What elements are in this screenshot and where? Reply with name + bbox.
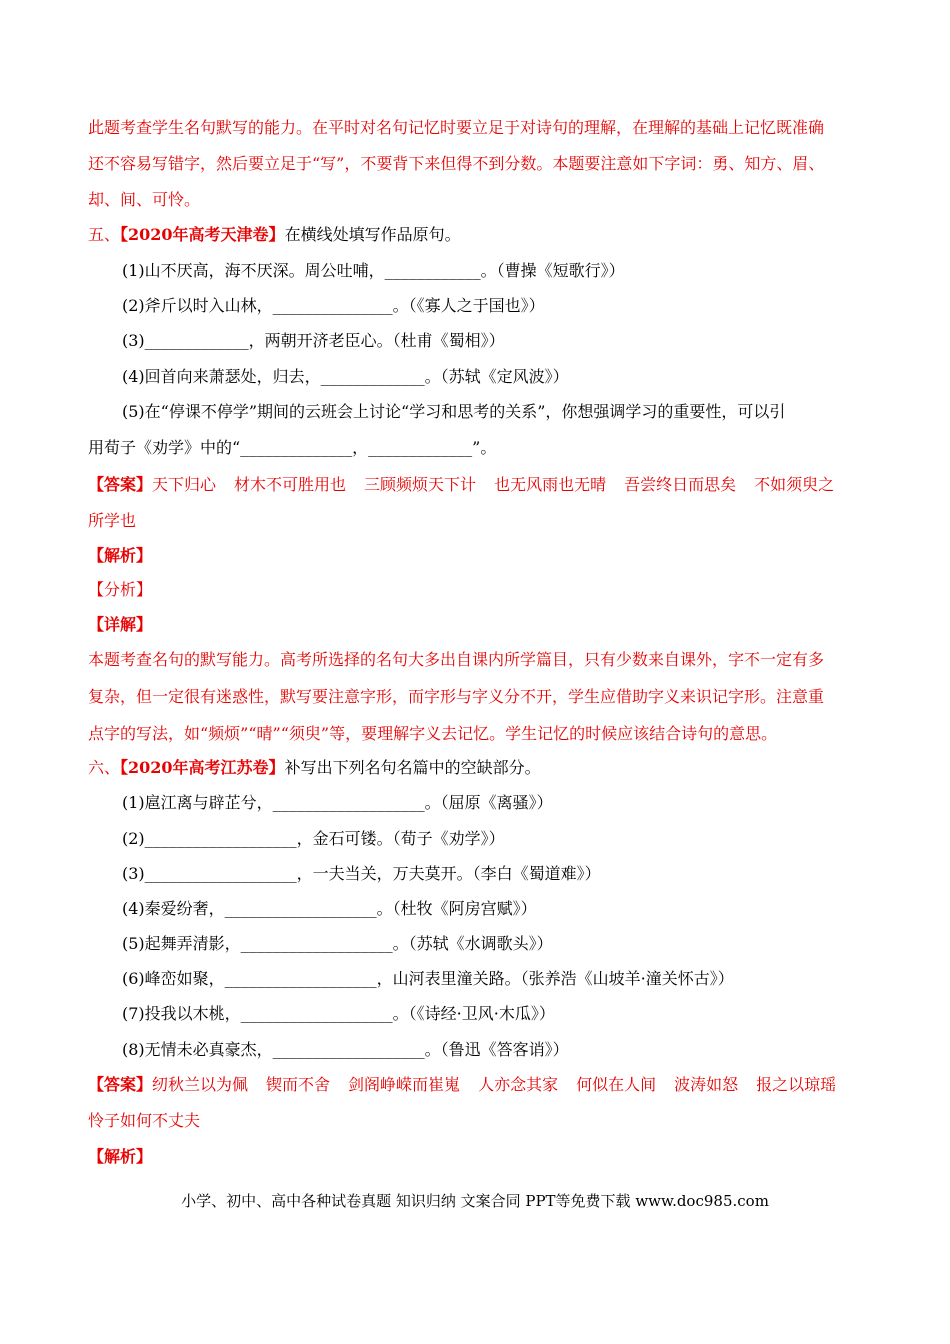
answer-label: 【答案】 xyxy=(88,1075,153,1094)
detail-line: 本题考查名句的默写能力。高考所选择的名句大多出自课内所学篇目，只有少数来自课外，字不一定有多 xyxy=(88,650,825,669)
detail-label: 【详解】 xyxy=(88,615,153,634)
question-item: (2)斧斤以时入山林，_______________。（《寡人之于国也》） xyxy=(122,296,545,315)
answer-line xyxy=(88,474,834,496)
question-item: (2)___________________，金石可镂。（荀子《劝学》） xyxy=(122,829,505,848)
question-item: (7)投我以木桃，___________________。（《诗经·卫风·木瓜》） xyxy=(122,1004,555,1023)
detail-line: 点字的写法，如“频烦”“晴”“须臾”等，要理解字义去记忆。学生记忆的时候应该结合诗句的意思。 xyxy=(88,724,778,743)
detail-line: 复杂，但一定很有迷惑性，默写要注意字形，而字形与字义分不开，学生应借助字义来识记字形。注意重 xyxy=(88,687,825,706)
answer-item: 纫秋兰以为佩 xyxy=(152,1075,249,1094)
answer-item: 剑阁峥嵘而崔嵬 xyxy=(348,1075,461,1094)
exam-source-tag: 【2020年高考天津卷】 xyxy=(120,225,285,244)
answer-label: 【答案】 xyxy=(88,475,153,494)
question-item: (6)峰峦如聚，___________________，山河表里潼关路。（张养浩《山坡羊·潼关怀古》） xyxy=(122,969,734,988)
answer-item: 报之以琼瑶 xyxy=(756,1075,837,1094)
question-item: (3)___________________，一夫当关，万夫莫开。（李白《蜀道难》） xyxy=(122,864,601,883)
question-6-heading xyxy=(88,757,541,779)
intro-line: 还不容易写错字，然后要立足于“写”，不要背下来但得不到分数。本题要注意如下字词：勇、知方、眉、 xyxy=(88,154,825,173)
answer-item: 天下归心 xyxy=(152,475,217,494)
exam-source-tag: 【2020年高考江苏卷】 xyxy=(120,758,285,777)
answer-item: 材木不可胜用也 xyxy=(234,475,347,494)
question-item: (1)扈江离与辟芷兮，___________________。（屈原《离骚》） xyxy=(122,793,553,812)
question-item: (3)_____________，两朝开济老臣心。（杜甫《蜀相》） xyxy=(122,331,505,350)
analysis-label: 【解析】 xyxy=(88,546,153,565)
question-5-heading xyxy=(88,224,461,246)
answer-item: 何似在人间 xyxy=(576,1075,657,1094)
question-item: (1)山不厌高，海不厌深。周公吐哺，____________。（曹操《短歌行》） xyxy=(122,261,625,280)
question-item: (5)起舞弄清影，___________________。（苏轼《水调歌头》） xyxy=(122,934,553,953)
answer-item: 吾尝终日而思矣 xyxy=(624,475,737,494)
question-item-continuation: 用荀子《劝学》中的“______________，_____________”。 xyxy=(88,438,497,457)
question-item: (4)回首向来萧瑟处，归去，_____________。（苏轼《定风波》） xyxy=(122,367,569,386)
answer-item: 不如须臾之 xyxy=(754,475,835,494)
analysis-label: 【解析】 xyxy=(88,1147,153,1166)
question-prompt: 在横线处填写作品原句。 xyxy=(284,225,461,244)
answer-item: 三顾频烦天下计 xyxy=(364,475,477,494)
answer-continuation: 怜子如何不丈夫 xyxy=(88,1111,201,1130)
answer-item: 波涛如怒 xyxy=(674,1075,739,1094)
answer-line xyxy=(88,1074,836,1096)
question-item: (4)秦爱纷奢，___________________。（杜牧《阿房宫赋》） xyxy=(122,899,537,918)
answer-item: 人亦念其家 xyxy=(478,1075,559,1094)
fenxi-label: 【分析】 xyxy=(88,580,153,599)
answer-item: 也无风雨也无晴 xyxy=(494,475,607,494)
answer-item: 锲而不舍 xyxy=(266,1075,331,1094)
question-number: 五、 xyxy=(88,225,121,244)
page-footer: 小学、初中、高中各种试卷真题 知识归纳 文案合同 PPT等免费下载 www.doc985.com xyxy=(181,1192,769,1210)
answer-continuation: 所学也 xyxy=(88,511,137,530)
question-item: (5)在“停课不停学”期间的云班会上讨论“学习和思考的关系”，你想强调学习的重要性，可以引 xyxy=(122,402,786,421)
question-number: 六、 xyxy=(88,758,121,777)
intro-line: 此题考查学生名句默写的能力。在平时对名句记忆时要立足于对诗句的理解，在理解的基础上记忆既准确 xyxy=(88,118,825,137)
intro-line: 却、间、可怜。 xyxy=(88,190,201,209)
question-prompt: 补写出下列名句名篇中的空缺部分。 xyxy=(284,758,541,777)
question-item: (8)无情未必真豪杰，___________________。（鲁迅《答客诮》） xyxy=(122,1040,569,1059)
